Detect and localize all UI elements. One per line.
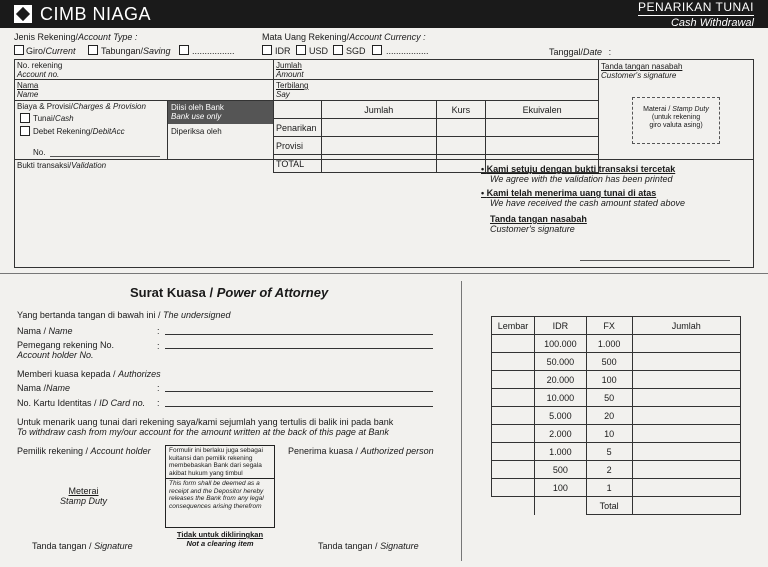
- calc-cell[interactable]: [436, 137, 486, 155]
- table-row: 10.000 50: [492, 389, 741, 407]
- denom-count-cell[interactable]: [492, 389, 535, 407]
- tabungan-checkbox[interactable]: [88, 45, 98, 55]
- poa-name2-label: Nama /Name: [17, 383, 71, 393]
- table-row: Penarikan: [274, 119, 599, 137]
- validation-signature-label: Tanda tangan nasabah Customer's signature: [490, 214, 587, 234]
- denom-amount-cell[interactable]: [632, 443, 740, 461]
- denom-count-cell[interactable]: [492, 371, 535, 389]
- denom-count-cell[interactable]: [492, 407, 535, 425]
- account-type-label: Jenis Rekening/Account Type :: [14, 32, 138, 42]
- table-row: TOTAL: [274, 155, 599, 173]
- denom-count-cell[interactable]: [492, 353, 535, 371]
- denomination-table: [491, 316, 741, 515]
- table-row: 5.000 20: [492, 407, 741, 425]
- denom-count-cell[interactable]: [492, 335, 535, 353]
- table-row: Provisi: [274, 137, 599, 155]
- usd-checkbox[interactable]: [296, 45, 306, 55]
- form-header: [0, 0, 768, 28]
- stamp-duty-box: Materai / Stamp Duty (untuk rekening giro valuta asing): [632, 97, 720, 144]
- poa-name-label: Nama / Name: [17, 326, 73, 336]
- not-clearing-note: Tidak untuk dikliringkan Not a clearing item: [176, 530, 264, 548]
- calc-table: [273, 100, 599, 173]
- denom-amount-cell[interactable]: [632, 479, 740, 497]
- cimb-logo-icon: [14, 5, 32, 23]
- poa-authorize-label: Memberi kuasa kepada / Authorizes: [17, 369, 161, 379]
- debit-checkbox[interactable]: [20, 126, 30, 136]
- date-label: Tanggal/Date :: [549, 47, 612, 57]
- poa-meterai-label: Meterai Stamp Duty: [60, 486, 108, 506]
- form-title-block: [638, 1, 754, 29]
- sgd-checkbox[interactable]: [333, 45, 343, 55]
- denom-count-cell[interactable]: [492, 443, 535, 461]
- amount-field[interactable]: [340, 62, 595, 77]
- say-label: Terbilang Say: [276, 81, 309, 99]
- denom-amount-cell[interactable]: [632, 461, 740, 479]
- sgd-label: SGD: [346, 46, 366, 56]
- calc-cell[interactable]: [436, 155, 486, 173]
- poa-name-field[interactable]: [165, 334, 433, 335]
- fold-line: [461, 281, 462, 561]
- calc-cell[interactable]: [321, 155, 436, 173]
- calc-cell[interactable]: [486, 137, 599, 155]
- table-row: 50.000 500: [492, 353, 741, 371]
- poa-statement: Untuk menarik uang tunai dari rekening saya/kami sejumlah yang tertulis di balik ini pada bank To withdraw cash from my/our account for the amount written at the back of this page at Bank: [17, 417, 394, 437]
- calc-header-row: Jumlah Kurs Ekuivalen: [274, 101, 599, 119]
- account-no-label: No. rekening Account no.: [17, 61, 63, 79]
- denom-count-cell[interactable]: [492, 425, 535, 443]
- usd-label: USD: [309, 46, 329, 56]
- poa-undersigned: Yang bertanda tangan di bawah ini / The undersigned: [17, 310, 231, 320]
- table-row: 2.000 10: [492, 425, 741, 443]
- amount-label: Jumlah Amount: [276, 61, 304, 79]
- table-row: 500 2: [492, 461, 741, 479]
- denom-amount-cell[interactable]: [632, 389, 740, 407]
- denom-total-cell[interactable]: [632, 497, 740, 515]
- say-field[interactable]: [340, 82, 595, 98]
- calc-cell[interactable]: [321, 137, 436, 155]
- received-cash-note: • Kami telah menerima uang tunai di atas We have received the cash amount stated above: [481, 188, 685, 208]
- tabungan-label: Tabungan/Saving: [101, 46, 171, 56]
- account-no-field[interactable]: [100, 62, 270, 77]
- validation-signature-line[interactable]: [580, 260, 730, 261]
- table-row: 100.000 1.000: [492, 335, 741, 353]
- idr-checkbox[interactable]: [262, 45, 272, 55]
- calc-cell[interactable]: [321, 119, 436, 137]
- name-label: Nama Name: [17, 81, 39, 99]
- table-row: 1.000 5: [492, 443, 741, 461]
- denom-amount-cell[interactable]: [632, 425, 740, 443]
- giro-checkbox[interactable]: [14, 45, 24, 55]
- table-row: 100 1: [492, 479, 741, 497]
- agree-validation-note: • Kami setuju dengan bukti transaksi tercetak We agree with the validation has been printed: [481, 164, 676, 184]
- poa-owner-label: Pemilik rekening / Account holder: [17, 446, 151, 456]
- customer-signature-label: Tanda tangan nasabah Customer's signature: [601, 62, 683, 80]
- denom-amount-cell[interactable]: [632, 407, 740, 425]
- legal-notice-box: Formulir ini berlaku juga sebagai kuitansi dan pemilik rekening membebaskan Bank dari segala akibat hukum yang timbul This form shall be deemed as a receipt and the Depositor hereby releases the Bank from any legal consequences arising therefrom: [165, 445, 275, 528]
- denom-amount-cell[interactable]: [632, 353, 740, 371]
- poa-owner-signature: Tanda tangan / Signature: [32, 541, 133, 551]
- debit-no-label: No.: [33, 148, 46, 157]
- cash-label: Tunai/Cash: [33, 114, 74, 123]
- validation-label: Bukti transaksi/Validation: [17, 161, 107, 170]
- debit-no-field[interactable]: [50, 156, 160, 157]
- other-currency-dots: .................: [386, 46, 429, 56]
- currency-label: Mata Uang Rekening/Account Currency :: [262, 32, 426, 42]
- calc-cell[interactable]: [436, 119, 486, 137]
- cash-checkbox[interactable]: [20, 113, 30, 123]
- poa-name2-field[interactable]: [165, 391, 433, 392]
- denom-count-cell[interactable]: [492, 479, 535, 497]
- denom-total-row: Total: [492, 497, 741, 515]
- name-field[interactable]: [60, 82, 270, 97]
- bank-use-only-box: Diisi oleh Bank Bank use only: [168, 101, 273, 124]
- poa-id-card-label: No. Kartu Identitas / ID Card no.: [17, 398, 146, 408]
- poa-title: Surat Kuasa / Power of Attorney: [130, 285, 329, 300]
- denom-amount-cell[interactable]: [632, 371, 740, 389]
- other-type-dots: .................: [192, 46, 235, 56]
- other-type-checkbox[interactable]: [179, 45, 189, 55]
- poa-receiver-label: Penerima kuasa / Authorized person: [288, 446, 434, 456]
- poa-receiver-signature: Tanda tangan / Signature: [318, 541, 419, 551]
- debit-label: Debet Rekening/DebitAcc: [33, 127, 125, 136]
- giro-label: Giro/Current: [26, 46, 76, 56]
- poa-holder-label: Pemegang rekening No. Account holder No.: [17, 340, 115, 360]
- poa-holder-field[interactable]: [165, 348, 433, 349]
- idr-label: IDR: [275, 46, 291, 56]
- denom-header-row: Lembar IDR FX Jumlah: [492, 317, 741, 335]
- form-title: PENARIKAN TUNAI: [638, 0, 754, 14]
- table-row: 20.000 100: [492, 371, 741, 389]
- brand-name: CIMB NIAGA: [40, 4, 152, 24]
- calc-cell[interactable]: [486, 119, 599, 137]
- checked-by-label: Diperiksa oleh: [171, 127, 222, 136]
- denom-count-cell[interactable]: [492, 461, 535, 479]
- form-subtitle: Cash Withdrawal: [670, 17, 754, 29]
- denom-amount-cell[interactable]: [632, 335, 740, 353]
- other-currency-checkbox[interactable]: [372, 45, 382, 55]
- poa-id-card-field[interactable]: [165, 406, 433, 407]
- tear-line: [0, 273, 768, 274]
- charges-label: Biaya & Provisi/Charges & Provision: [17, 102, 146, 111]
